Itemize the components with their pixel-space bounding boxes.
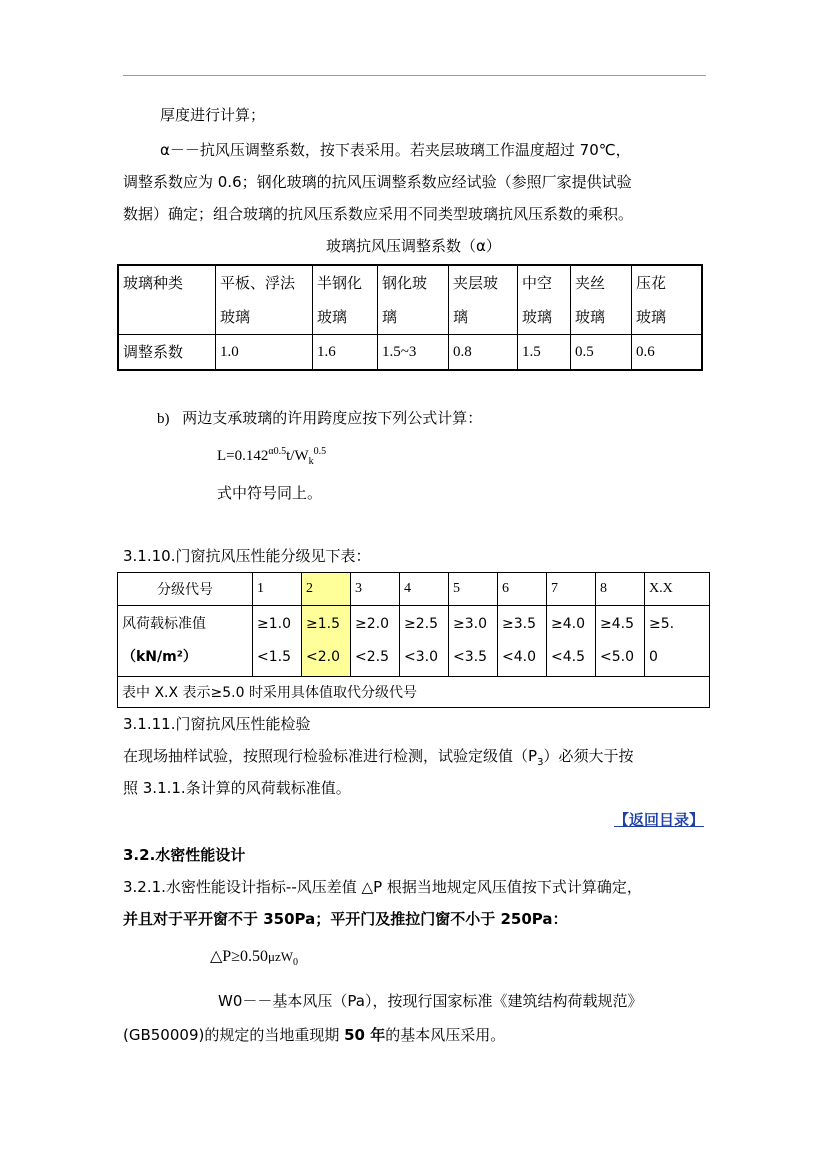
- table-row: [118, 335, 702, 371]
- table-footnote: 表中 X.X 表示≥5.0 时采用具体值取代分级代号: [118, 677, 710, 708]
- table-header-cell: 中空 玻璃: [518, 265, 571, 335]
- section-3-1-11-line2: 照 3.1.1.条计算的风荷载标准值。: [123, 779, 351, 797]
- paragraph-alpha-line3: 数据）确定；组合玻璃的抗风压系数应采用不同类型玻璃抗风压系数的乘积。: [123, 205, 634, 223]
- table-header-cell: 8: [596, 573, 645, 606]
- table-header-cell: 6: [498, 573, 547, 606]
- formula-exponent: 0.5: [273, 446, 287, 457]
- table-cell: ≥2.0 <2.5: [351, 606, 400, 677]
- formula-part: L=0.142: [217, 448, 269, 464]
- section-3-1-11-title: 3.1.11.门窗抗风压性能检验: [123, 715, 311, 733]
- table-cell: ≥5. 0: [645, 606, 710, 677]
- formula-span: [217, 446, 326, 467]
- table-header-cell: 夹丝 玻璃: [571, 265, 632, 335]
- back-to-toc-link[interactable]: 【返回目录】: [613, 811, 704, 829]
- table-header-cell: 3: [351, 573, 400, 606]
- section-3-1-11-line1: 在现场抽样试验，按照现行检验标准进行检测，试验定级值$(P_3)$必须大于按: [123, 747, 634, 768]
- w0-definition-line1: W0－－基本风压（Pa），按现行国家标准《建筑结构荷载规范》: [218, 992, 643, 1010]
- item-b-text: 两边支承玻璃的许用跨度应按下列公式计算：: [182, 409, 483, 427]
- table-row-label: 风荷载标准值 （kN/m²）: [118, 606, 253, 677]
- table-header-cell: 平板、浮法 玻璃: [216, 265, 313, 335]
- paragraph-thickness: 厚度进行计算；: [160, 106, 266, 124]
- table-cell: ≥4.5 <5.0: [596, 606, 645, 677]
- table-cell: ≥2.5 <3.0: [400, 606, 449, 677]
- paragraph-alpha-line1: α－－抗风压调整系数，按下表采用。若夹层玻璃工作温度超过 70℃，: [160, 141, 631, 159]
- table-header-cell: 分级代号: [118, 573, 253, 606]
- table-header-cell: 7: [547, 573, 596, 606]
- paragraph-alpha-line2: 调整系数应为 0.6；钢化玻璃的抗风压调整系数应经试验（参照厂家提供试验: [123, 173, 632, 191]
- table-header-cell: 压花 玻璃: [632, 265, 703, 335]
- table-header-cell: 4: [400, 573, 449, 606]
- table-cell: 0.8: [449, 335, 518, 371]
- glass-coefficient-table: [117, 264, 703, 371]
- table-cell: ≥1.5 <2.0: [302, 606, 351, 677]
- table-header-cell: 2: [302, 573, 351, 606]
- wind-pressure-grade-table: [117, 572, 710, 708]
- table-header-cell: 半钢化 玻璃: [313, 265, 378, 335]
- table-row: [118, 606, 710, 677]
- formula-note: 式中符号同上。: [217, 484, 323, 502]
- item-b: [157, 407, 482, 428]
- table-header-cell: 1: [253, 573, 302, 606]
- table-cell: ≥3.0 <3.5: [449, 606, 498, 677]
- table-cell: ≥3.5 <4.0: [498, 606, 547, 677]
- section-3-2-1-line2: 并且对于平开窗不于 350Pa；平开门及推拉门窗不小于 250Pa：: [123, 910, 568, 928]
- table-row-label: 调整系数: [118, 335, 216, 371]
- section-3-1-10: 3.1.10.门窗抗风压性能分级见下表：: [123, 547, 371, 565]
- table-header-cell: X.X: [645, 573, 710, 606]
- formula-delta-p: △P≥0.50μzW$_0$: [210, 948, 298, 968]
- table-cell: ≥4.0 <4.5: [547, 606, 596, 677]
- header-rule: [123, 75, 706, 76]
- table-row: [118, 265, 702, 335]
- w0-definition-line2: (GB50009)的规定的当地重现期 50 年的基本风压采用。: [123, 1026, 506, 1044]
- formula-exponent: 0.5: [313, 446, 327, 457]
- formula-subscript: k: [308, 456, 314, 467]
- table1-caption: 玻璃抗风压调整系数（α）: [326, 237, 501, 255]
- section-3-2-title: 3.2.水密性能设计: [123, 846, 246, 864]
- table-cell: 1.0: [216, 335, 313, 371]
- table-header-cell: 钢化玻 璃: [378, 265, 449, 335]
- table-cell: 1.6: [313, 335, 378, 371]
- table-cell: 0.6: [632, 335, 703, 371]
- table-header-cell: 玻璃种类: [118, 265, 216, 335]
- table-cell: ≥1.0 <1.5: [253, 606, 302, 677]
- table-cell: 1.5: [518, 335, 571, 371]
- section-3-2-1-line1: 3.2.1.水密性能设计指标--风压差值 △P 根据当地规定风压值按下式计算确定，: [123, 878, 642, 896]
- table-header-cell: 夹层玻 璃: [449, 265, 518, 335]
- formula-alpha: α: [268, 446, 274, 457]
- table-cell: 1.5~3: [378, 335, 449, 371]
- table-row: [118, 573, 710, 606]
- table-header-cell: 5: [449, 573, 498, 606]
- table-cell: 0.5: [571, 335, 632, 371]
- item-b-marker: b): [157, 411, 170, 427]
- formula-part: t/W: [286, 448, 309, 464]
- table-row: [118, 677, 710, 708]
